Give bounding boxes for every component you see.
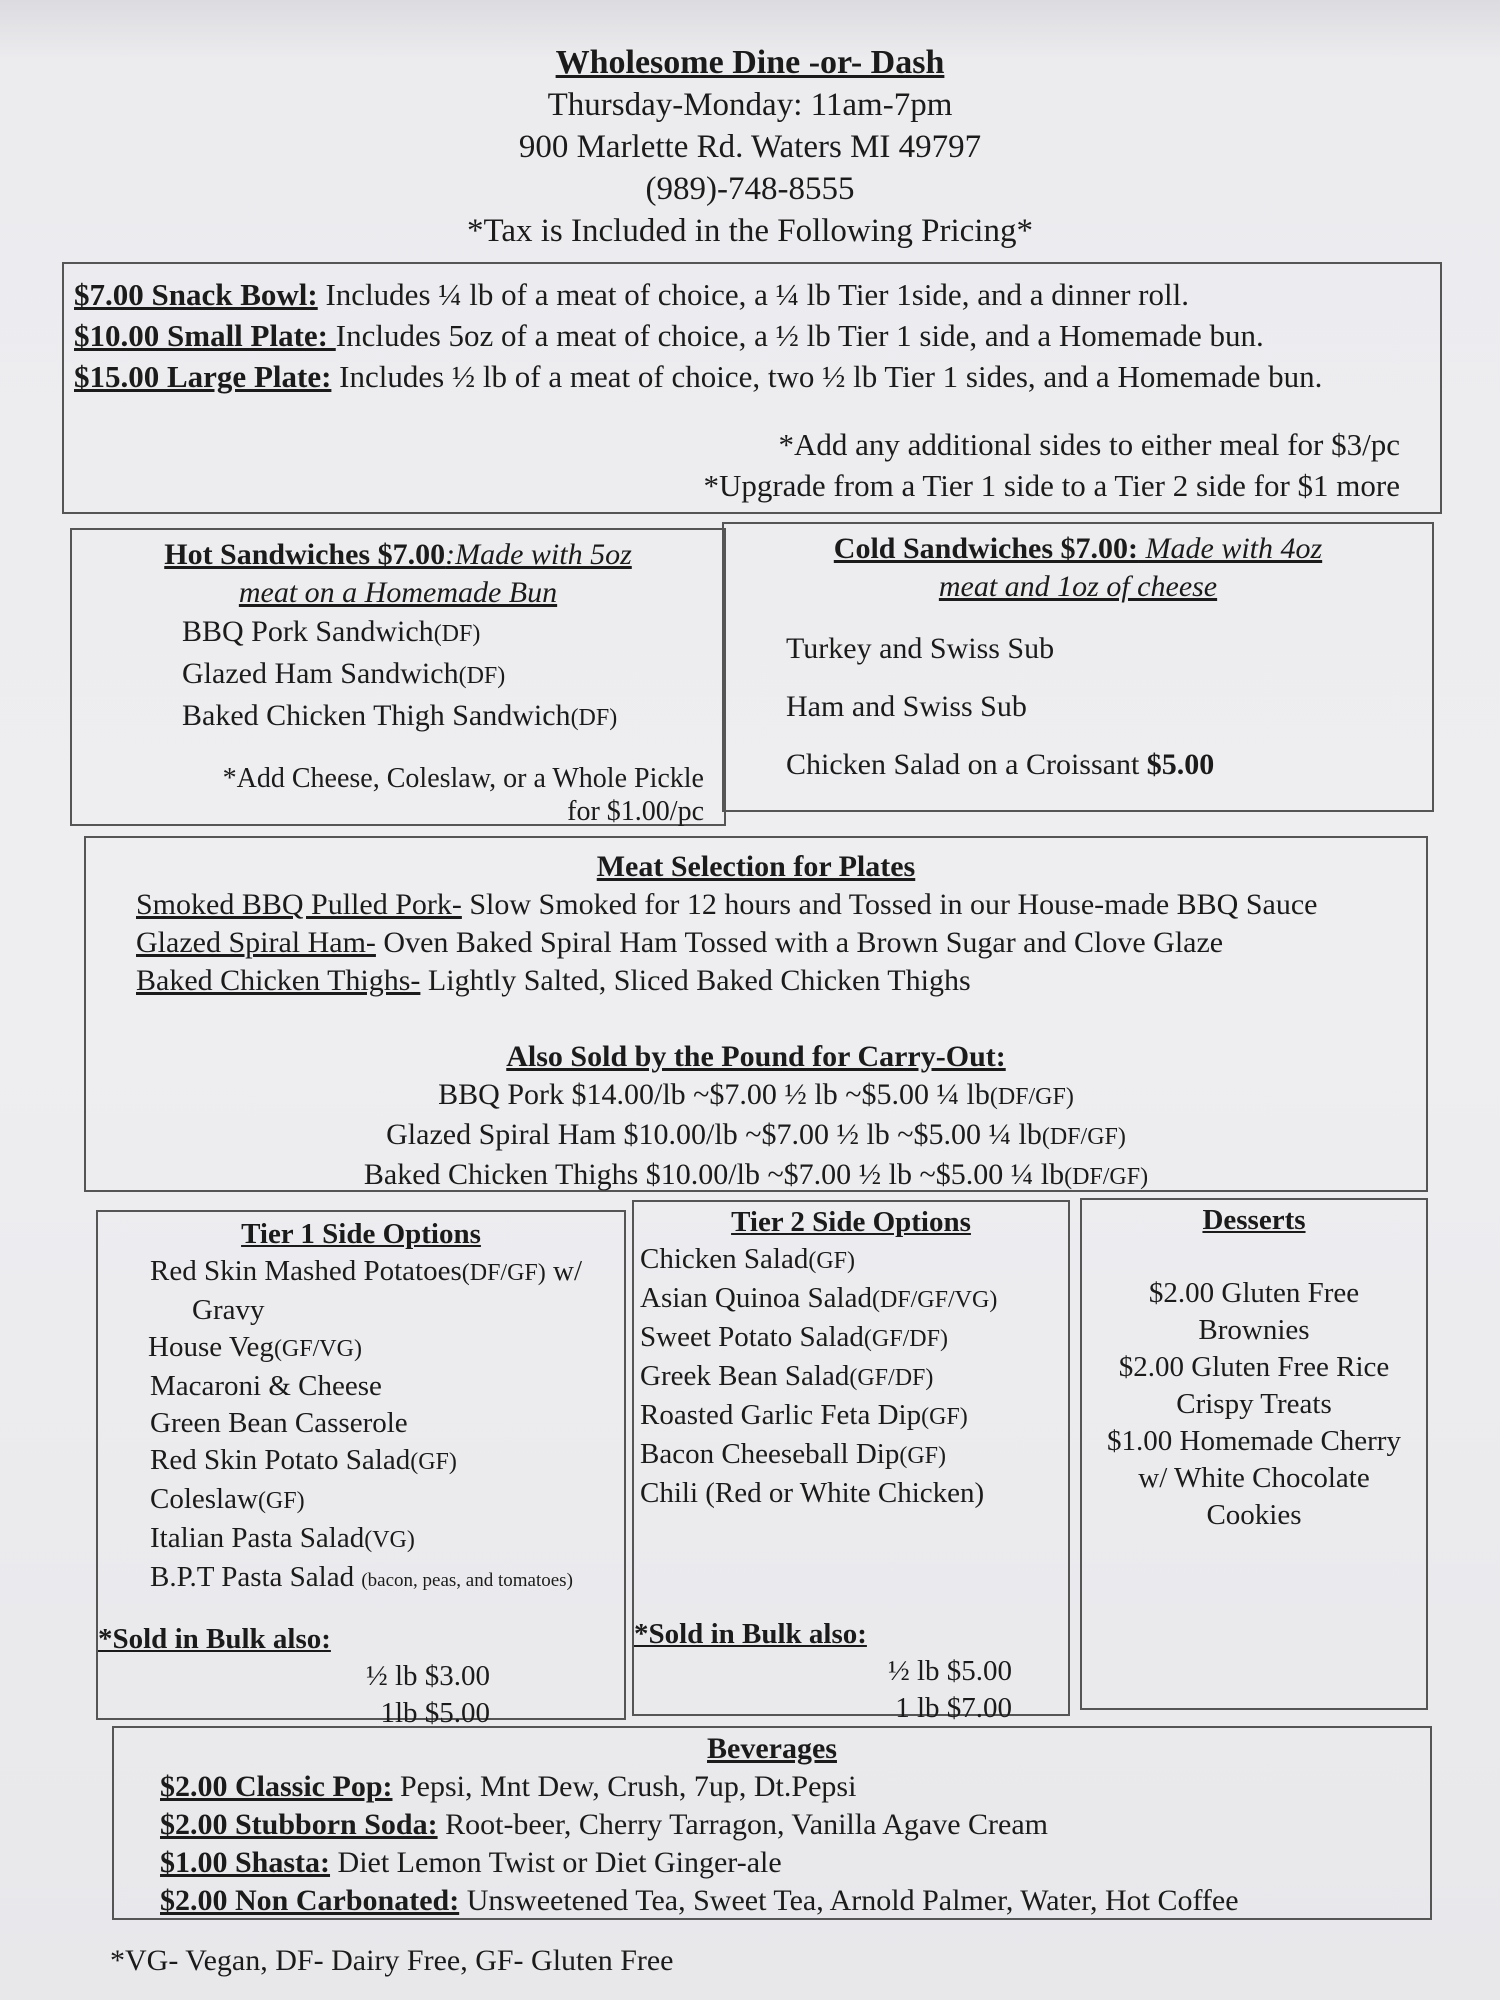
item-tag: (DF/GF) xyxy=(1041,1124,1126,1150)
hot-sandwich-list xyxy=(182,612,724,738)
list-item xyxy=(786,620,1432,678)
item-tag: (DF) xyxy=(458,663,506,689)
tier1-title: Tier 1 Side Options xyxy=(241,1218,481,1250)
tier2-title: Tier 2 Side Options xyxy=(731,1206,971,1238)
item-tag: (bacon, peas, and tomatoes) xyxy=(361,1570,573,1591)
item-name: Red Skin Potato Salad xyxy=(150,1444,411,1476)
item-tag: (GF) xyxy=(921,1404,968,1430)
item-name: Chili (Red or White Chicken) xyxy=(640,1477,985,1509)
item-name: Green Bean Casserole xyxy=(150,1407,408,1439)
meat-desc: Slow Smoked for 12 hours and Tossed in our House-made BBQ Sauce xyxy=(461,888,1318,921)
bulk-price: 1 lb $7.00 xyxy=(895,1692,1012,1724)
carryout-item xyxy=(86,1116,1426,1156)
desserts-title: Desserts xyxy=(1202,1204,1306,1236)
list-item xyxy=(150,1368,620,1405)
tier2-bulk-list xyxy=(634,1653,1012,1727)
item-name: BBQ Pork Sandwich xyxy=(182,615,434,648)
hot-sandwich-addon xyxy=(72,762,704,828)
list-item xyxy=(160,1768,1430,1806)
list-item xyxy=(640,1436,1068,1475)
address: 900 Marlette Rd. Waters MI 49797 xyxy=(518,129,982,165)
item-name: Greek Bean Salad xyxy=(640,1360,850,1392)
dessert-line: w/ White Chocolate xyxy=(1138,1462,1370,1494)
menu-header xyxy=(0,42,1500,252)
meat-name: Baked Chicken Thighs- xyxy=(136,964,421,997)
beverages-title: Beverages xyxy=(707,1732,837,1765)
cold-sandwiches-title: Cold Sandwiches $7.00: xyxy=(833,532,1139,565)
item-name: Bacon Cheeseball Dip xyxy=(640,1438,900,1470)
item-tag: (GF/DF) xyxy=(863,1326,948,1352)
list-item xyxy=(640,1358,1068,1397)
beverage-list xyxy=(160,1768,1430,1920)
list-item xyxy=(150,1253,620,1292)
list-item xyxy=(182,696,724,738)
beverage-desc: Unsweetened Tea, Sweet Tea, Arnold Palmer, Water, Hot Coffee xyxy=(459,1884,1239,1917)
list-item xyxy=(150,1520,620,1559)
carryout-item xyxy=(86,1076,1426,1116)
list-item xyxy=(136,962,1426,1000)
list-item xyxy=(192,1292,620,1329)
addon-text: *Add Cheese, Coleslaw, or a Whole Pickle xyxy=(222,763,704,794)
meat-name: Glazed Spiral Ham- xyxy=(136,926,376,959)
list-item xyxy=(150,1559,620,1599)
item-tag: (VG) xyxy=(364,1527,415,1553)
plate-item xyxy=(74,315,1440,356)
item-tag: (DF/GF/VG) xyxy=(871,1287,998,1313)
plate-item xyxy=(74,274,1440,315)
dessert-item xyxy=(1082,1423,1426,1534)
item-tag: (DF/GF) xyxy=(1064,1164,1149,1190)
beverage-desc: Diet Lemon Twist or Diet Ginger-ale xyxy=(330,1846,782,1879)
beverage-desc: Root-beer, Cherry Tarragon, Vanilla Agave Cream xyxy=(437,1808,1048,1841)
tier2-sides-box xyxy=(632,1200,1070,1724)
item-name: B.P.T Pasta Salad xyxy=(150,1561,362,1593)
plates-box xyxy=(62,262,1442,514)
dessert-line: $2.00 Gluten Free xyxy=(1148,1277,1360,1309)
list-item xyxy=(640,1319,1068,1358)
dessert-line: $2.00 Gluten Free Rice xyxy=(1118,1351,1390,1383)
cold-sandwiches-box xyxy=(722,522,1434,812)
list-item xyxy=(136,886,1426,924)
tier1-bulk-list xyxy=(98,1658,490,1732)
bulk-price: ½ lb $5.00 xyxy=(887,1655,1012,1687)
tier2-bulk-title: *Sold in Bulk also: xyxy=(634,1618,867,1650)
hot-sandwiches-subtitle: meat on a Homemade Bun xyxy=(238,576,558,609)
hot-sandwiches-title: Hot Sandwiches $7.00 xyxy=(164,538,446,571)
item-name: Coleslaw xyxy=(150,1483,258,1515)
beverage-label: $1.00 Shasta: xyxy=(160,1846,331,1879)
item-name: Glazed Ham Sandwich xyxy=(182,657,459,690)
phone: (989)-748-8555 xyxy=(645,171,855,207)
list-item xyxy=(150,1405,620,1442)
plate-notes xyxy=(703,424,1400,506)
list-item xyxy=(182,612,724,654)
item-name: Italian Pasta Salad xyxy=(150,1522,365,1554)
beverages-box xyxy=(112,1726,1432,1920)
carryout-text: Baked Chicken Thighs $10.00/lb ~$7.00 ½ lb ~$5.00 ¼ lb xyxy=(363,1158,1065,1191)
dessert-line: Cookies xyxy=(1206,1499,1302,1531)
item-name: Chicken Salad on a Croissant xyxy=(786,748,1147,781)
tier2-list xyxy=(640,1241,1068,1512)
dessert-line: $1.00 Homemade Cherry xyxy=(1107,1425,1401,1457)
plate-desc: Includes ¼ lb of a meat of choice, a ¼ lb Tier 1side, and a dinner roll. xyxy=(317,277,1189,312)
dessert-line: Brownies xyxy=(1198,1314,1310,1346)
item-name: Gravy xyxy=(192,1294,265,1326)
tax-note: *Tax is Included in the Following Pricing* xyxy=(467,213,1033,249)
plate-item xyxy=(74,356,1440,397)
cold-sandwiches-heading xyxy=(724,530,1432,606)
meat-desc: Lightly Salted, Sliced Baked Chicken Thighs xyxy=(420,964,971,997)
item-name: Sweet Potato Salad xyxy=(640,1321,864,1353)
carryout-text: BBQ Pork $14.00/lb ~$7.00 ½ lb ~$5.00 ¼ lb xyxy=(438,1078,990,1111)
meat-name: Smoked BBQ Pulled Pork- xyxy=(136,888,462,921)
cold-sandwiches-subtitle: Made with 4oz xyxy=(1138,532,1323,565)
dessert-item xyxy=(1082,1349,1426,1423)
plate-note: *Add any additional sides to either meal for $3/pc xyxy=(778,427,1400,462)
carryout-section xyxy=(86,1038,1426,1196)
item-name: Chicken Salad xyxy=(640,1243,809,1275)
hot-sandwiches-subtitle: :Made with 5oz xyxy=(445,538,632,571)
addon-price: for $1.00/pc xyxy=(567,796,704,827)
item-name: Baked Chicken Thigh Sandwich xyxy=(182,699,571,732)
item-tag: (GF) xyxy=(808,1248,855,1274)
list-item xyxy=(160,1844,1430,1882)
desserts-box xyxy=(1080,1198,1428,1710)
carryout-item xyxy=(86,1156,1426,1196)
list-item xyxy=(150,1481,620,1520)
item-name: Ham and Swiss Sub xyxy=(786,690,1027,723)
cold-sandwiches-subtitle: meat and 1oz of cheese xyxy=(938,570,1218,603)
item-name: Roasted Garlic Feta Dip xyxy=(640,1399,922,1431)
item-tag: (GF) xyxy=(410,1449,457,1475)
tier1-bulk-title: *Sold in Bulk also: xyxy=(98,1623,331,1655)
list-item xyxy=(182,654,724,696)
hours: Thursday-Monday: 11am-7pm xyxy=(547,87,953,123)
item-tag: (DF) xyxy=(570,705,618,731)
plate-label: $7.00 Snack Bowl: xyxy=(74,277,318,312)
meat-selection-box xyxy=(84,836,1428,1192)
dessert-line: Crispy Treats xyxy=(1176,1388,1332,1420)
beverage-desc: Pepsi, Mnt Dew, Crush, 7up, Dt.Pepsi xyxy=(392,1770,857,1803)
bulk-price: ½ lb $3.00 xyxy=(365,1660,490,1692)
item-tag: (GF/VG) xyxy=(273,1336,362,1362)
dessert-item xyxy=(1082,1275,1426,1349)
item-tag: (GF) xyxy=(899,1443,946,1469)
item-suffix: w/ xyxy=(545,1255,583,1287)
list-item xyxy=(148,1329,620,1368)
plate-label: $15.00 Large Plate: xyxy=(74,359,332,394)
item-tag: (DF/GF) xyxy=(461,1260,546,1286)
restaurant-name: Wholesome Dine -or- Dash xyxy=(555,44,945,81)
list-item xyxy=(150,1442,620,1481)
beverage-label: $2.00 Non Carbonated: xyxy=(160,1884,460,1917)
plate-label: $10.00 Small Plate: xyxy=(74,318,336,353)
list-item xyxy=(640,1397,1068,1436)
list-item xyxy=(160,1806,1430,1844)
list-item xyxy=(640,1241,1068,1280)
cold-sandwich-list xyxy=(786,620,1432,794)
carryout-title: Also Sold by the Pound for Carry-Out: xyxy=(506,1040,1006,1073)
hot-sandwiches-heading xyxy=(72,536,724,612)
item-tag: (DF/GF) xyxy=(989,1084,1074,1110)
bulk-price: 1lb $5.00 xyxy=(380,1697,490,1729)
tier1-sides-box xyxy=(96,1210,626,1729)
list-item xyxy=(640,1280,1068,1319)
list-item xyxy=(786,678,1432,736)
tier1-list xyxy=(150,1253,620,1599)
beverage-label: $2.00 Classic Pop: xyxy=(160,1770,393,1803)
plate-desc: Includes 5oz of a meat of choice, a ½ lb Tier 1 side, and a Homemade bun. xyxy=(335,318,1264,353)
item-name: Red Skin Mashed Potatoes xyxy=(150,1255,462,1287)
item-name: Turkey and Swiss Sub xyxy=(786,632,1055,665)
plate-desc: Includes ½ lb of a meat of choice, two ½ lb Tier 1 sides, and a Homemade bun. xyxy=(331,359,1323,394)
item-name: Macaroni & Cheese xyxy=(150,1370,382,1402)
carryout-text: Glazed Spiral Ham $10.00/lb ~$7.00 ½ lb ~$5.00 ¼ lb xyxy=(386,1118,1042,1151)
list-item xyxy=(160,1882,1430,1920)
item-tag: (GF/DF) xyxy=(849,1365,934,1391)
list-item xyxy=(786,736,1432,794)
meat-desc: Oven Baked Spiral Ham Tossed with a Brown Sugar and Clove Glaze xyxy=(375,926,1224,959)
item-tag: (DF) xyxy=(433,621,481,647)
item-price: $5.00 xyxy=(1146,748,1215,781)
item-name: House Veg xyxy=(148,1331,274,1363)
list-item xyxy=(136,924,1426,962)
list-item xyxy=(640,1475,1068,1512)
item-name: Asian Quinoa Salad xyxy=(640,1282,872,1314)
beverage-label: $2.00 Stubborn Soda: xyxy=(160,1808,438,1841)
meat-list xyxy=(136,886,1426,1000)
item-tag: (GF) xyxy=(257,1488,305,1514)
meat-selection-title: Meat Selection for Plates xyxy=(596,850,916,883)
plate-note: *Upgrade from a Tier 1 side to a Tier 2 side for $1 more xyxy=(703,468,1400,503)
hot-sandwiches-box xyxy=(70,528,726,826)
dietary-legend: *VG- Vegan, DF- Dairy Free, GF- Gluten Free xyxy=(110,1944,674,1977)
